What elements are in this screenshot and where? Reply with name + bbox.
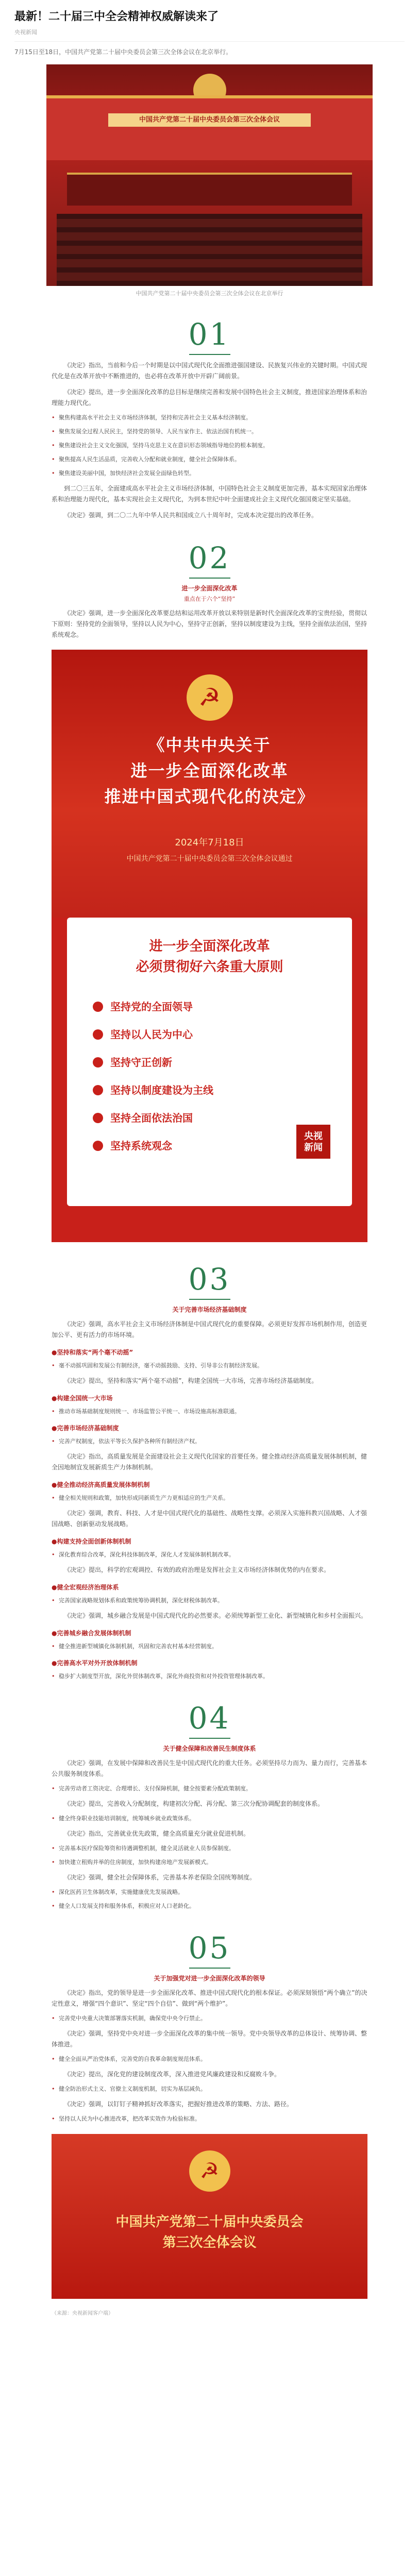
poster-title bbox=[67, 732, 352, 809]
list-item: • 完善国家战略规划体系和政策统筹协调机制，深化财税体制改革。 bbox=[52, 1596, 367, 1605]
sub-heading: ●健全推动经济高质量发展体制机制 bbox=[52, 1481, 150, 1488]
section-03 bbox=[0, 1263, 419, 1681]
poster-date: 2024年7月18日 bbox=[175, 837, 244, 848]
section-02 bbox=[0, 541, 419, 640]
paragraph: 《决定》强调，城乡融合发展是中国式现代化的必然要求。必须统筹新型工业化、新型城镇化和乡村全面振兴。 bbox=[64, 1612, 367, 1619]
paragraph: 《决定》指出，党的领导是进一步全面深化改革、推进中国式现代化的根本保证。必须深刻领悟“两个确立”的决定性意义，增强“四个意识”、坚定“四个自信”、做到“两个维护”。 bbox=[52, 1989, 367, 2007]
meeting-banner bbox=[52, 2134, 367, 2299]
paragraph: 《决定》提出，深化党的建设制度改革，深入推进党风廉政建设和反腐败斗争。 bbox=[64, 2071, 281, 2078]
list-item: • 毫不动摇巩固和发展公有制经济，毫不动摇鼓励、支持、引导非公有制经济发展。 bbox=[52, 1361, 367, 1370]
paragraph: 《决定》强调，进一步全面深化改革要总结和运用改革开放以来特别是新时代全面深化改革的宝贵经验，贯彻以下原则：坚持党的全面领导，坚持以人民为中心，坚持守正创新，坚持以制度建设为主线，坚持全面依法治国，坚持系统观念。 bbox=[52, 609, 367, 638]
section-04 bbox=[0, 1702, 419, 1911]
meeting-photo bbox=[46, 64, 373, 286]
logo-line: 央视 bbox=[304, 1131, 323, 1142]
poster-meeting: 中国共产党第二十届中央委员会第三次全体会议通过 bbox=[126, 855, 293, 863]
card-title bbox=[67, 936, 352, 977]
principle-item: 坚持党的全面领导 bbox=[93, 993, 352, 1021]
list-item: • 健全推进新型城镇化体制机制，巩固和完善农村基本经营制度。 bbox=[52, 1641, 367, 1651]
list-item: • 稳步扩大制度型开放，深化外贸体制改革，深化外商投资和对外投资管理体制改革。 bbox=[52, 1671, 367, 1681]
list-item: • 聚焦建设美丽中国，加快经济社会发展全面绿色转型。 bbox=[52, 468, 367, 478]
article-source[interactable]: 央视新闻 bbox=[14, 29, 37, 36]
paragraph: 《决定》指出，当前和今后一个时期是以中国式现代化全面推进强国建设、民族复兴伟业的关键时期。中国式现代化是在改革开放中不断推进的，也必将在改革开放中开辟广阔前景。 bbox=[52, 362, 367, 380]
section-number: 03 bbox=[188, 1262, 231, 1297]
banner-line: 中国共产党第二十届中央委员会 bbox=[115, 2214, 304, 2230]
article-footer: （来源：央视新闻客户端） bbox=[52, 2311, 113, 2316]
card-title-line: 进一步全面深化改革 bbox=[149, 939, 270, 954]
list-item: • 健全防治形式主义、官僚主义制度机制，切实为基层减负。 bbox=[52, 2084, 367, 2094]
list-item: • 聚焦构建高水平社会主义市场经济体制，坚持和完善社会主义基本经济制度。 bbox=[52, 413, 367, 422]
section-heading: 进一步全面深化改革 bbox=[181, 585, 238, 592]
paragraph: 《决定》强调，到二〇二九年中华人民共和国成立八十周年时，完成本决定提出的改革任务。 bbox=[64, 512, 318, 519]
section-body bbox=[0, 1744, 419, 1911]
section-body bbox=[0, 584, 419, 640]
section-heading: 关于加强党对进一步全面深化改革的领导 bbox=[154, 1975, 265, 1982]
photo-stage bbox=[46, 95, 373, 160]
list-item: • 推动市场基础制度规则统一、市场监管公平统一、市场设施高标准联通。 bbox=[52, 1406, 367, 1416]
list-item: • 聚焦发展全过程人民民主，坚持党的领导、人民当家作主、依法治国有机统一。 bbox=[52, 427, 367, 436]
paragraph: 《决定》提出，科学的宏观调控、有效的政府治理是发挥社会主义市场经济体制优势的内在要求。 bbox=[64, 1566, 330, 1573]
paragraph: 到二〇三五年，全面建成高水平社会主义市场经济体制，中国特色社会主义制度更加完善，基本实现国家治理体系和治理能力现代化，基本实现社会主义现代化，为到本世纪中叶全面建成社会主义现代化强国奠定坚实基础。 bbox=[52, 485, 367, 503]
sub-heading: ●完善市场经济基础制度 bbox=[52, 1425, 119, 1432]
section-heading: 关于完善市场经济基础制度 bbox=[172, 1306, 247, 1313]
section-rule bbox=[189, 354, 230, 355]
list-item: • 完善产权制度，依法平等长久保护各种所有制经济产权。 bbox=[52, 1436, 367, 1446]
sub-heading: ●健全宏观经济治理体系 bbox=[52, 1584, 119, 1591]
article-header bbox=[0, 0, 419, 57]
list-item: • 健全相关规则和政策，加快形成同新质生产力更相适应的生产关系。 bbox=[52, 1493, 367, 1503]
list-item: • 完善党中央重大决策部署落实机制，确保党中央令行禁止。 bbox=[52, 2013, 367, 2023]
section-subheading: 重点在于六个“坚持” bbox=[183, 596, 236, 602]
paragraph: 《决定》强调，教育、科技、人才是中国式现代化的基础性、战略性支撑。必须深入实施科教兴国战略、人才强国战略、创新驱动发展战略。 bbox=[52, 1510, 367, 1528]
logo-line: 新闻 bbox=[304, 1142, 323, 1153]
list-item: • 完善劳动者工资决定、合理增长、支付保障机制，健全按要素分配政策制度。 bbox=[52, 1784, 367, 1793]
photo-audience bbox=[57, 214, 362, 286]
list-item: • 健全人口发展支持和服务体系，积极应对人口老龄化。 bbox=[52, 1901, 367, 1911]
divider bbox=[14, 41, 405, 42]
principle-item: 坚持系统观念 bbox=[93, 1132, 352, 1160]
paragraph: 《决定》提出，进一步全面深化改革的总目标是继续完善和发展中国特色社会主义制度，推进国家治理体系和治理能力现代化。 bbox=[52, 388, 367, 406]
party-emblem-icon: ☭ bbox=[189, 2150, 230, 2192]
list-item: • 聚焦建设社会主义文化强国，坚持马克思主义在意识形态领域指导地位的根本制度。 bbox=[52, 440, 367, 450]
principle-item: 坚持守正创新 bbox=[93, 1048, 352, 1076]
party-emblem-icon: ☭ bbox=[187, 674, 233, 721]
section-body bbox=[0, 360, 419, 521]
section-01 bbox=[0, 318, 419, 521]
sub-heading: ●构建支持全面创新体制机制 bbox=[52, 1538, 131, 1545]
paragraph: 《决定》提出，完善收入分配制度，构建初次分配、再分配、第三次分配协调配套的制度体系。 bbox=[64, 1800, 324, 1807]
cctv-news-logo bbox=[295, 1124, 331, 1160]
principles-card bbox=[67, 918, 352, 1206]
paragraph: 《决定》指出，高质量发展是全面建设社会主义现代化国家的首要任务。健全推动经济高质量发展体制机制，健全因地制宜发展新质生产力体制机制。 bbox=[52, 1453, 367, 1471]
list-item: • 深化医药卫生体制改革，实施健康优先发展战略。 bbox=[52, 1887, 367, 1897]
paragraph: 《决定》提出，坚持和落实“两个毫不动摇”，构建全国统一大市场，完善市场经济基础制度。 bbox=[64, 1377, 318, 1384]
poster-title-line: 进一步全面深化改革 bbox=[130, 761, 289, 781]
list-item: • 聚焦提高人民生活品质，完善收入分配和就业制度，健全社会保障体系。 bbox=[52, 454, 367, 464]
sub-heading: ●坚持和落实“两个毫不动摇” bbox=[52, 1349, 133, 1356]
sub-heading: ●构建全国统一大市场 bbox=[52, 1395, 113, 1402]
section-heading: 关于健全保障和改善民生制度体系 bbox=[163, 1745, 256, 1752]
section-rule bbox=[189, 1738, 230, 1739]
paragraph: 《决定》强调，在发展中保障和改善民生是中国式现代化的重大任务。必须坚持尽力而为、量力而行，完善基本公共服务制度体系。 bbox=[52, 1759, 367, 1777]
photo-rostrum bbox=[67, 173, 352, 206]
paragraph: 《决定》强调，以钉钉子精神抓好改革落实，把握好推进改革的策略、方法、路径。 bbox=[64, 2100, 293, 2108]
card-title-line: 必须贯彻好六条重大原则 bbox=[136, 959, 283, 975]
list-item: • 健全全面从严治党体系，完善党的自我革命制度规范体系。 bbox=[52, 2054, 367, 2064]
photo-banner: 中国共产党第二十届中央委员会第三次全体会议 bbox=[108, 113, 311, 127]
paragraph: 《决定》强调，坚持党中央对进一步全面深化改革的集中统一领导。党中央领导改革的总体设计、统筹协调、整体推进。 bbox=[52, 2030, 367, 2048]
section-rule bbox=[189, 1299, 230, 1300]
poster-title-line: 《中共中央关于 bbox=[148, 735, 271, 755]
principle-item: 坚持全面依法治国 bbox=[93, 1104, 352, 1132]
principle-item: 坚持以制度建设为主线 bbox=[93, 1076, 352, 1104]
list-item: • 坚持以人民为中心推进改革，把改革实效作为检验标准。 bbox=[52, 2114, 367, 2124]
section-rule bbox=[189, 578, 230, 579]
principle-item: 坚持以人民为中心 bbox=[93, 1021, 352, 1048]
paragraph: 《决定》强调，健全社会保障体系，完善基本养老保险全国统筹制度。 bbox=[64, 1874, 256, 1881]
poster-title-line: 推进中国式现代化的决定》 bbox=[104, 787, 315, 806]
banner-line: 第三次全体会议 bbox=[162, 2235, 257, 2250]
photo-caption: 中国共产党第二十届中央委员会第三次全体会议在北京举行 bbox=[136, 290, 283, 297]
sub-heading: ●完善城乡融合发展体制机制 bbox=[52, 1630, 131, 1637]
section-number: 01 bbox=[188, 317, 231, 352]
section-05 bbox=[0, 1931, 419, 2124]
section-body bbox=[0, 1974, 419, 2124]
paragraph: 《决定》强调，高水平社会主义市场经济体制是中国式现代化的重要保障。必须更好发挥市场机制作用，创造更加公平、更有活力的市场环境。 bbox=[52, 1320, 367, 1338]
list-item: • 深化教育综合改革，深化科技体制改革，深化人才发展体制机制改革。 bbox=[52, 1550, 367, 1560]
list-item: • 完善基本医疗保险筹资和待遇调整机制，健全灵活就业人员参保制度。 bbox=[52, 1843, 367, 1853]
section-number: 04 bbox=[188, 1701, 231, 1736]
article-title: 最新！二十届三中全会精神权威解读来了 bbox=[14, 10, 219, 23]
section-body bbox=[0, 1305, 419, 1681]
section-number: 05 bbox=[188, 1930, 231, 1965]
section-rule bbox=[189, 1968, 230, 1969]
paragraph: 《决定》指出，完善就业优先政策，健全高质量充分就业促进机制。 bbox=[64, 1830, 250, 1837]
section-number: 02 bbox=[188, 540, 231, 575]
article-lead: 7月15日至18日，中国共产党第二十届中央委员会第三次全体会议在北京举行。 bbox=[14, 48, 232, 56]
decision-poster bbox=[52, 650, 367, 1242]
sub-heading: ●完善高水平对外开放体制机制 bbox=[52, 1659, 138, 1667]
list-item: • 加快建立租购并举的住房制度，加快构建房地产发展新模式。 bbox=[52, 1857, 367, 1867]
list-item: • 健全终身职业技能培训制度，统筹城乡就业政策体系。 bbox=[52, 1814, 367, 1823]
